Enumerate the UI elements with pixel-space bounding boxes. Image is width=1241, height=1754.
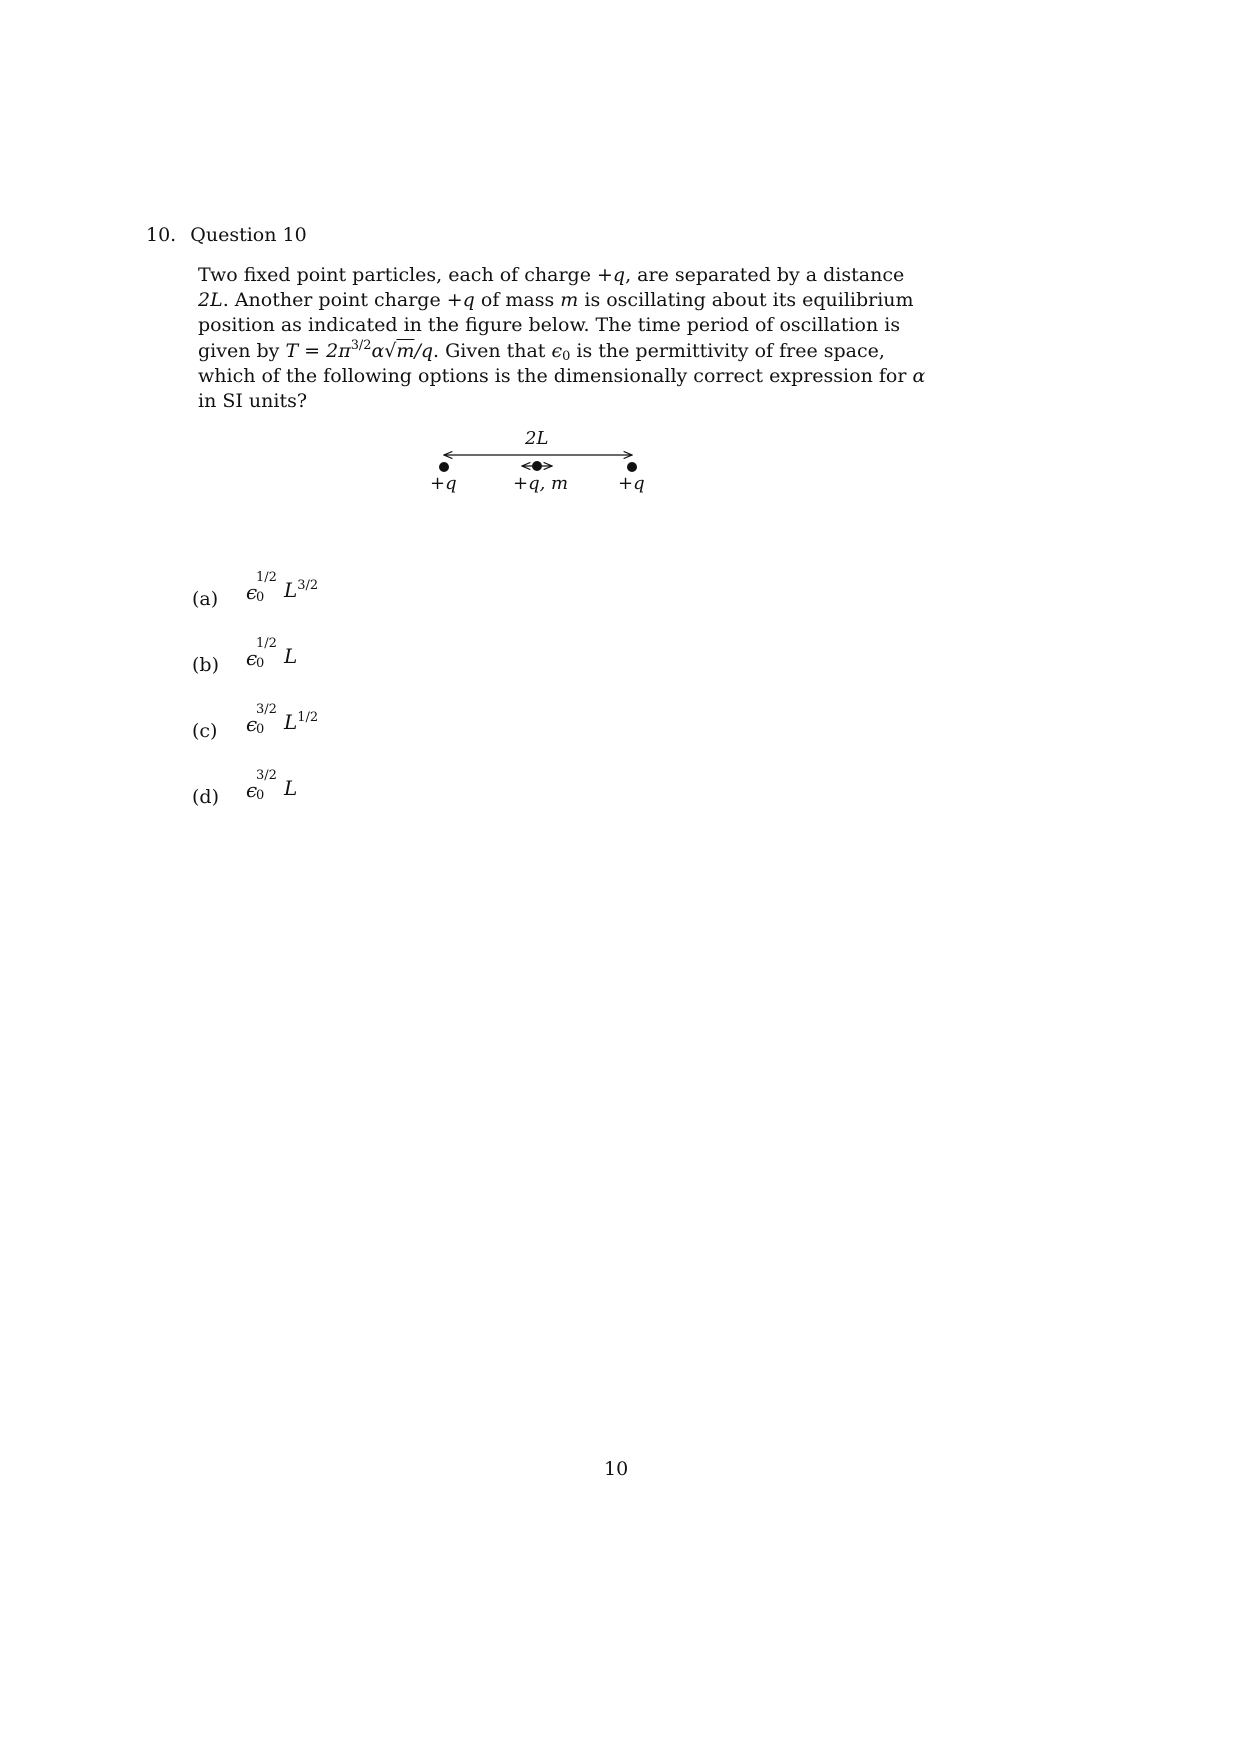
question-line: in SI units? — [198, 390, 308, 413]
page-number: 10 — [604, 1458, 629, 1480]
question-line: Two fixed point particles, each of charge +q, are separated by a distance — [198, 264, 905, 286]
option-expression: ϵ 1/2 0 $L^{3/2}$ — [246, 570, 319, 605]
option-d[interactable] — [192, 764, 392, 824]
left-charge-label: +q — [430, 473, 457, 494]
option-b[interactable] — [192, 632, 392, 692]
option-c[interactable] — [192, 698, 392, 758]
question-text — [198, 263, 926, 414]
option-a[interactable] — [192, 566, 392, 626]
question-heading — [146, 222, 307, 248]
option-letter: (a) — [192, 588, 219, 610]
charge-figure — [400, 428, 700, 502]
question-number: 10. — [146, 224, 177, 246]
option-expression: ϵ 3/2 0 $L^{1/2}$ — [246, 702, 319, 737]
question-line: position as indicated in the figure below. The time period of oscillation is — [198, 314, 901, 337]
option-expression: ϵ 1/2 0 L — [246, 636, 298, 671]
distance-label: 2L — [525, 428, 549, 449]
middle-charge-dot — [532, 461, 542, 471]
question-title: Question 10 — [190, 224, 307, 246]
left-charge-dot — [439, 462, 449, 472]
question-line: given by $T = 2\pi^{3/2}\alpha√m/q$. Given that $\epsilon_0$ is the permittivity of free space, — [198, 337, 885, 364]
option-expression: ϵ 3/2 0 L — [246, 768, 298, 803]
option-letter: (b) — [192, 654, 219, 676]
option-letter: (c) — [192, 720, 218, 742]
question-line: 2L. Another point charge +q of mass m is oscillating about its equilibrium — [198, 289, 914, 312]
question-line: which of the following options is the dimensionally correct expression for α — [198, 364, 926, 387]
right-charge-dot — [627, 462, 637, 472]
middle-charge-label: +q, m — [513, 473, 569, 494]
option-letter: (d) — [192, 786, 219, 808]
right-charge-label: +q — [618, 473, 645, 494]
